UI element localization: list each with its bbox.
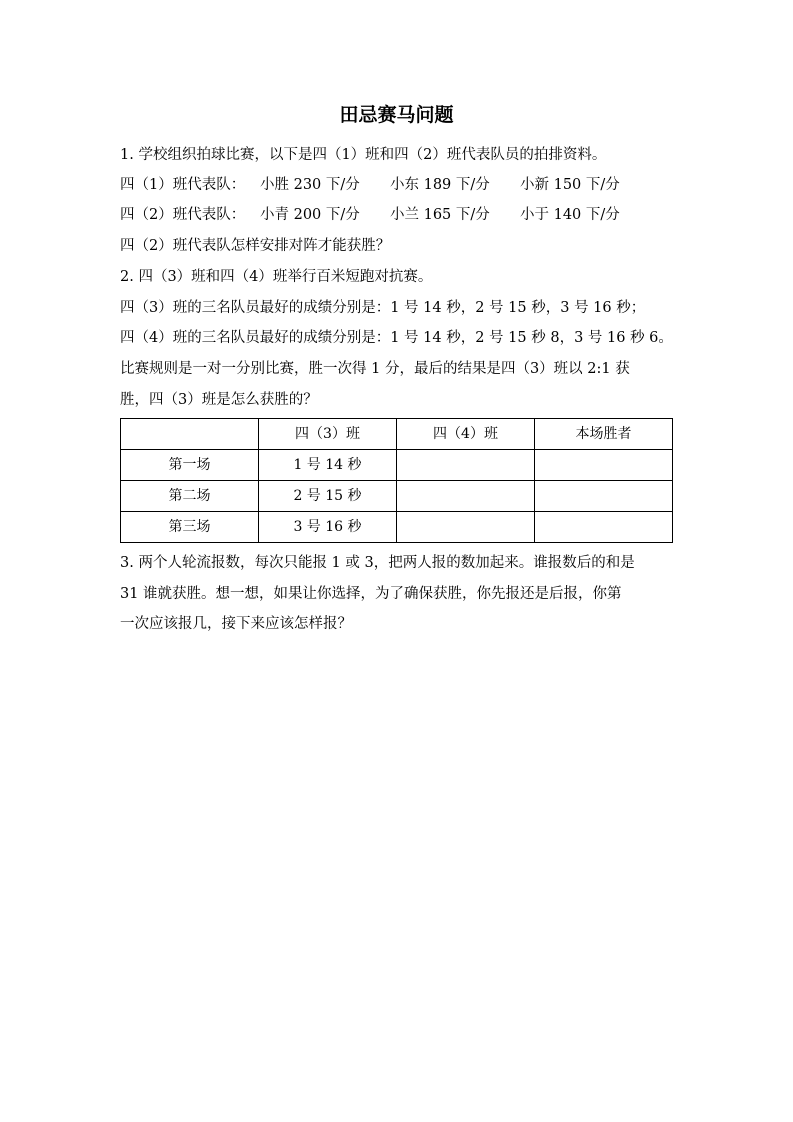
team2-player1: 小青 200 下/分 — [260, 207, 360, 223]
table-cell: 第一场 — [121, 450, 259, 481]
table-row — [121, 512, 673, 543]
q2-line2: 四（4）班的三名队员最好的成绩分别是：1 号 14 秒，2 号 15 秒 8，3 号 16 秒 6。 — [120, 330, 673, 346]
q2-line3: 比赛规则是一对一分别比赛，胜一次得 1 分，最后的结果是四（3）班以 2:1 获 — [120, 361, 630, 377]
team2-player2: 小兰 165 下/分 — [390, 207, 490, 223]
q1-team2-row — [120, 205, 680, 225]
table-row — [121, 450, 673, 481]
team2-player3: 小于 140 下/分 — [520, 207, 620, 223]
team2-lead: 四（2）班代表队： — [120, 207, 246, 223]
q3-line1: 3. 两个人轮流报数，每次只能报 1 或 3，把两人报的数加起来。谁报数后的和是 — [120, 555, 635, 571]
table-cell: 第三场 — [121, 512, 259, 543]
table-cell: 3 号 16 秒 — [259, 512, 397, 543]
table-row — [121, 481, 673, 512]
table-cell: 1 号 14 秒 — [259, 450, 397, 481]
table-cell — [397, 512, 535, 543]
table-cell — [397, 481, 535, 512]
page-title: 田忌赛马问题 — [339, 104, 454, 126]
table-cell: 2 号 15 秒 — [259, 481, 397, 512]
q3-line3: 一次应该报几，接下来应该怎样报？ — [120, 616, 352, 632]
q2-line4: 胜，四（3）班是怎么获胜的？ — [120, 392, 318, 408]
header-cell — [121, 419, 259, 450]
team1-player2: 小东 189 下/分 — [390, 177, 490, 193]
header-cell: 本场胜者 — [535, 419, 673, 450]
q2-line1: 四（3）班的三名队员最好的成绩分别是：1 号 14 秒，2 号 15 秒，3 号 16 秒； — [120, 300, 646, 316]
q1-question: 四（2）班代表队怎样安排对阵才能获胜？ — [120, 238, 391, 254]
table-cell — [535, 512, 673, 543]
table-cell — [397, 450, 535, 481]
header-cell: 四（4）班 — [397, 419, 535, 450]
q2-text: 2. 四（3）班和四（4）班举行百米短跑对抗赛。 — [120, 269, 433, 285]
q1-text: 1. 学校组织拍球比赛，以下是四（1）班和四（2）班代表队员的拍排资料。 — [120, 147, 607, 163]
table-cell — [535, 450, 673, 481]
results-table — [120, 418, 673, 543]
header-cell: 四（3）班 — [259, 419, 397, 450]
table-cell: 第二场 — [121, 481, 259, 512]
team1-player1: 小胜 230 下/分 — [260, 177, 360, 193]
team1-lead: 四（1）班代表队： — [120, 177, 246, 193]
table-header-row — [121, 419, 673, 450]
q1-team1-row — [120, 175, 680, 195]
team1-player3: 小新 150 下/分 — [520, 177, 620, 193]
q3-line2: 31 谁就获胜。想一想，如果让你选择，为了确保获胜，你先报还是后报，你第 — [120, 586, 622, 602]
table-cell — [535, 481, 673, 512]
